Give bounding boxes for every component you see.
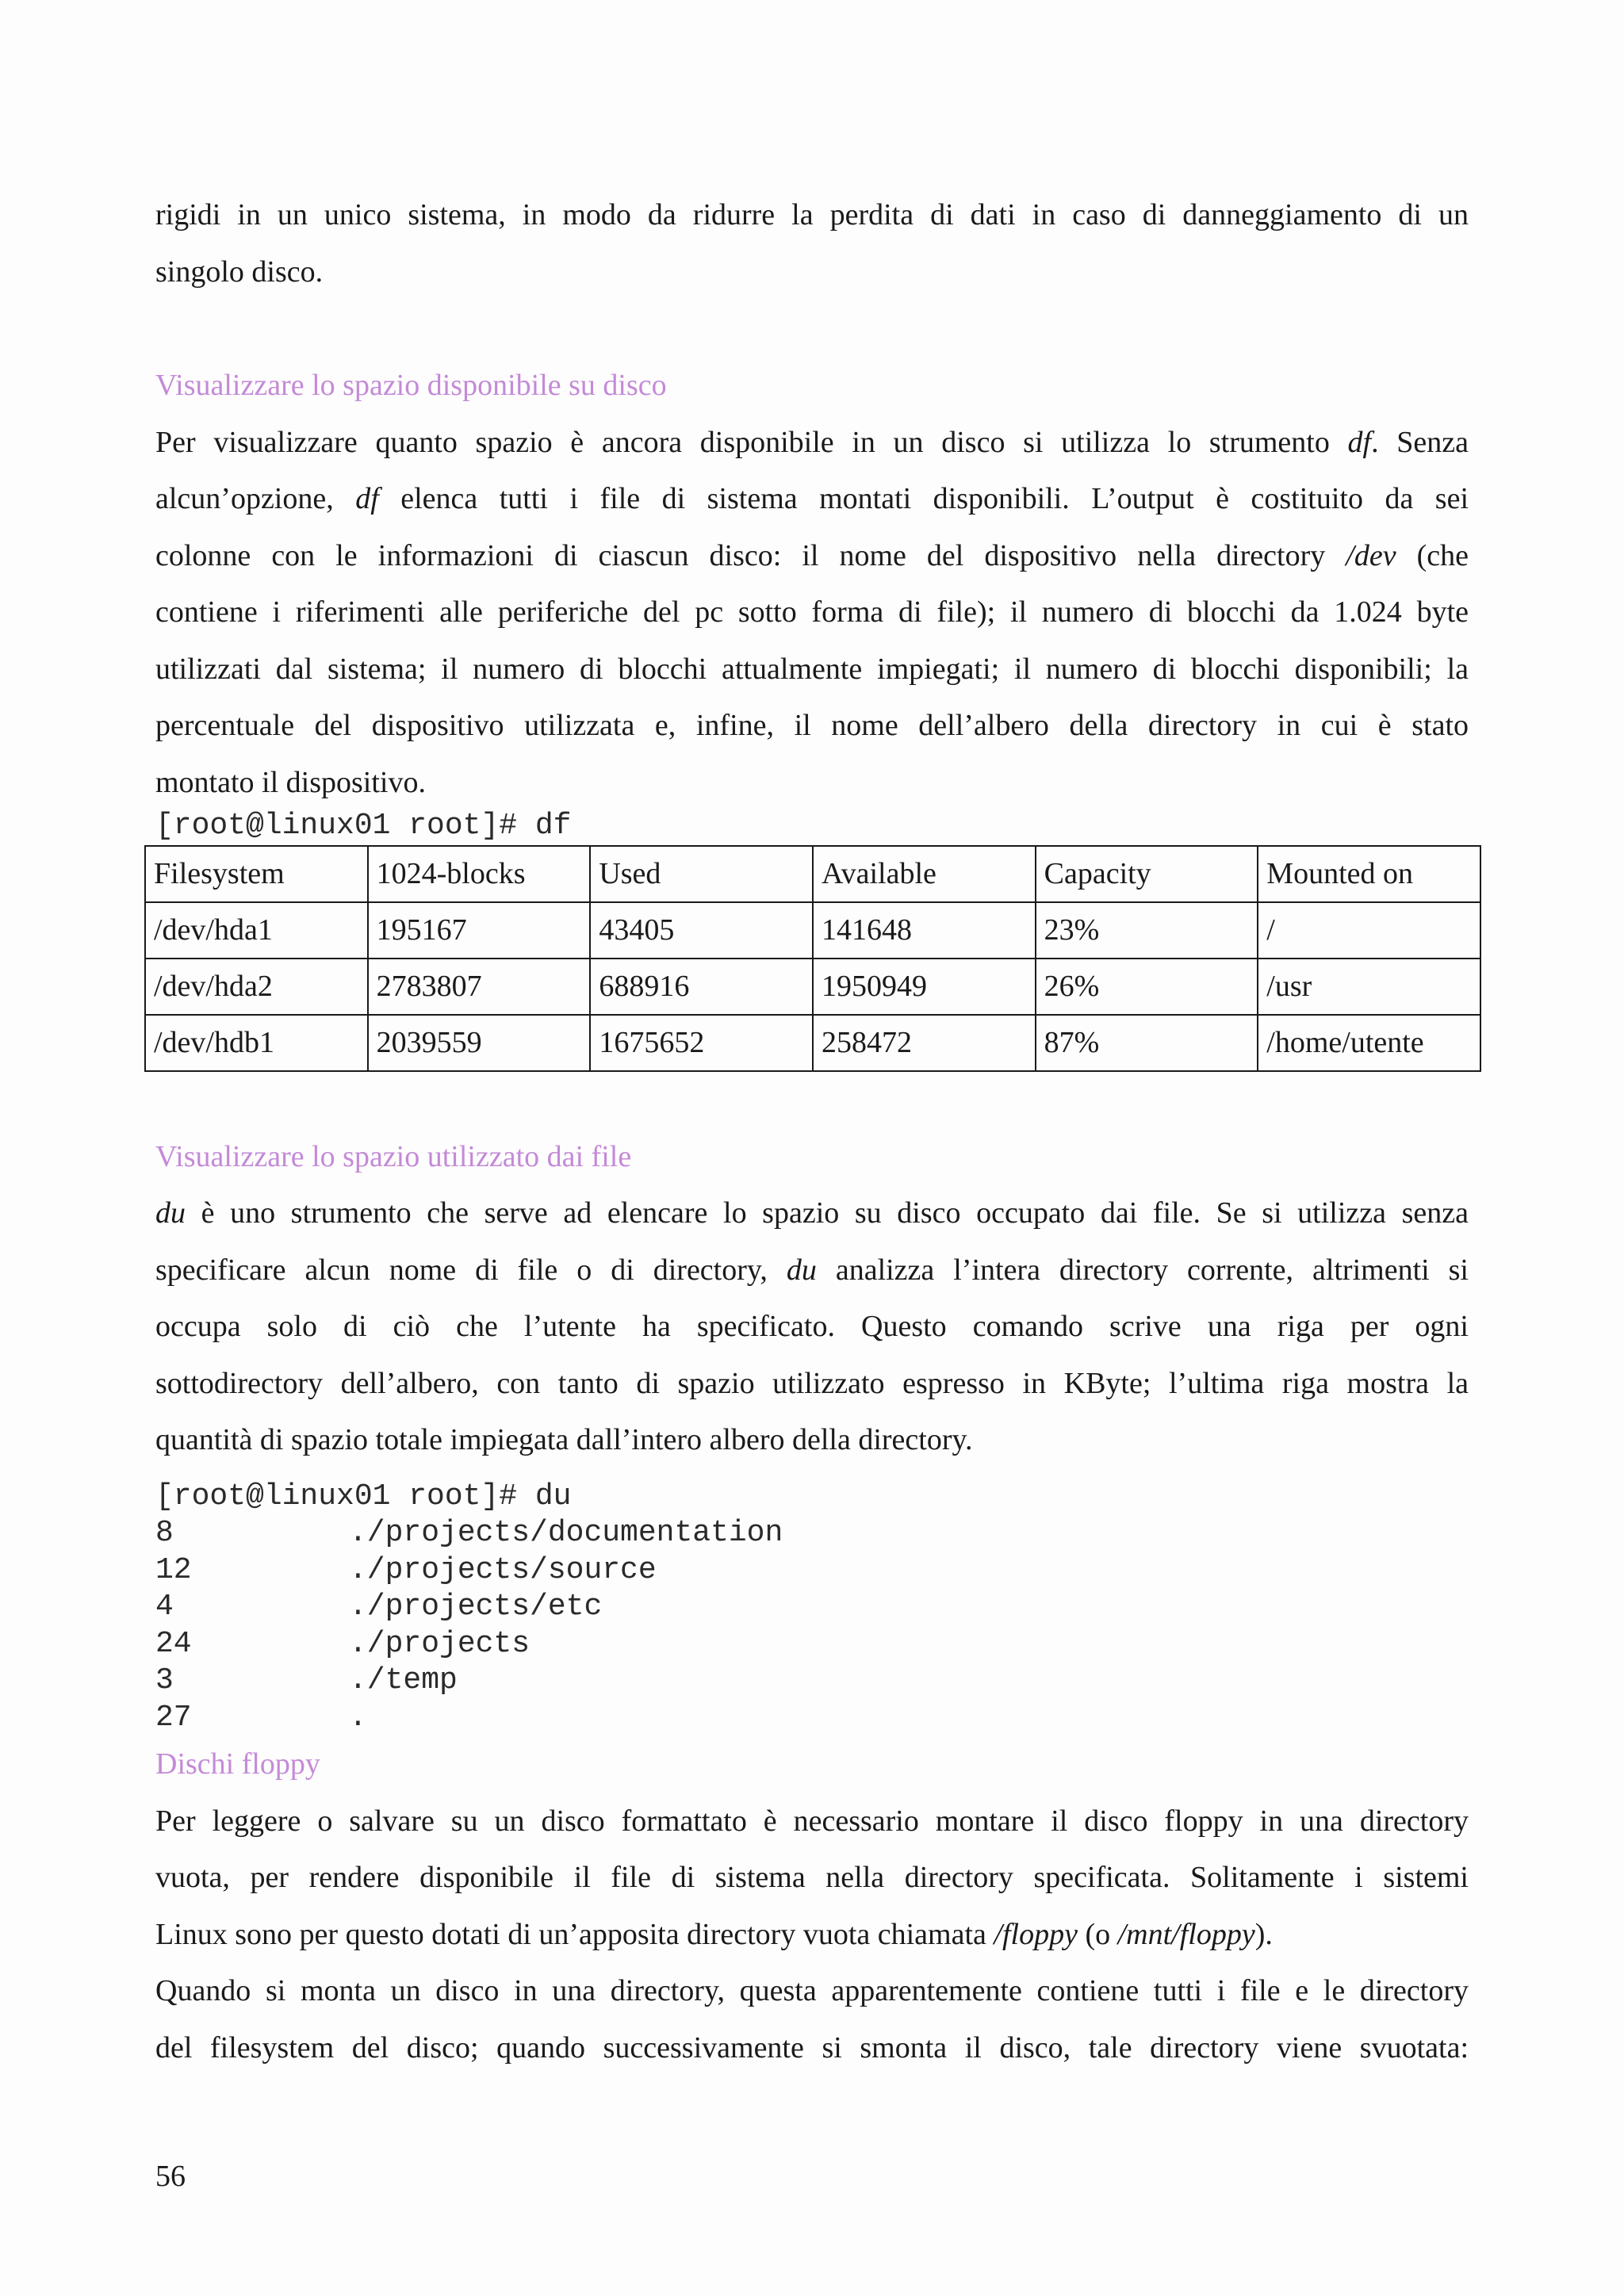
du-line-4: sottodirectory dell’albero, con tanto di spazio utilizzato espresso in KByte; l’ultima riga mostra la [155, 1366, 1469, 1400]
table-header-row [145, 846, 1480, 902]
table-cell: 87% [1036, 1015, 1258, 1071]
table-cell: 141648 [813, 902, 1036, 959]
du-output-row: 24 ./projects [155, 1626, 530, 1661]
table-cell: 1950949 [813, 959, 1036, 1015]
floppy-line-1: Per leggere o salvare su un disco formattato è necessario montare il disco floppy in una directory [155, 1804, 1469, 1838]
table-cell: / [1258, 902, 1480, 959]
table-header-cell: Used [590, 846, 813, 902]
table-cell: 258472 [813, 1015, 1036, 1071]
floppy-line-2: vuota, per rendere disponibile il file di sistema nella directory specificata. Solitamente i sistemi [155, 1861, 1469, 1894]
table-cell: 26% [1036, 959, 1258, 1015]
floppy-line-5: del filesystem del disco; quando successivamente si smonta il disco, tale directory viene svuotata: [155, 2030, 1469, 2064]
df-command: [root@linux01 root]# df [155, 809, 572, 843]
du-line-2: specificare alcun nome di file o di directory, du analizza l’intera directory corrente, altrimenti si [155, 1253, 1469, 1287]
page-number: 56 [155, 2160, 186, 2193]
floppy-line-3: Linux sono per questo dotati di un’apposita directory vuota chiamata /floppy (o /mnt/floppy). [155, 1917, 1273, 1951]
df-line-6: percentuale del dispositivo utilizzata e, infine, il nome dell’albero della directory in cui è stato [155, 709, 1469, 742]
df-line-5: utilizzati dal sistema; il numero di blocchi attualmente impiegati; il numero di blocchi disponibili; la [155, 652, 1469, 686]
table-header-cell: 1024-blocks [368, 846, 591, 902]
table-cell: 2039559 [368, 1015, 591, 1071]
intro-line-1: rigidi in un unico sistema, in modo da ridurre la perdita di dati in caso di danneggiamento di un [155, 198, 1469, 232]
du-line-3: occupa solo di ciò che l’utente ha specificato. Questo comando scrive una riga per ogni [155, 1310, 1469, 1343]
du-line-1: du è uno strumento che serve ad elencare lo spazio su disco occupato dai file. Se si utilizza senza [155, 1196, 1469, 1230]
floppy-line-4: Quando si monta un disco in una directory, questa apparentemente contiene tutti i file e le directory [155, 1974, 1469, 2007]
table-cell: 688916 [590, 959, 813, 1015]
du-output-row: 3 ./temp [155, 1663, 458, 1697]
table-cell: /dev/hdb1 [145, 1015, 368, 1071]
table-row [145, 959, 1480, 1015]
table-cell: /home/utente [1258, 1015, 1480, 1071]
heading-floppy: Dischi floppy [155, 1747, 320, 1781]
table-cell: 195167 [368, 902, 591, 959]
table-cell: 1675652 [590, 1015, 813, 1071]
table-cell: 2783807 [368, 959, 591, 1015]
du-command: [root@linux01 root]# du [155, 1479, 572, 1513]
table-cell: /dev/hda2 [145, 959, 368, 1015]
table-cell: /dev/hda1 [145, 902, 368, 959]
du-output-row: 27 . [155, 1700, 367, 1735]
du-output-row: 8 ./projects/documentation [155, 1516, 783, 1550]
heading-du: Visualizzare lo spazio utilizzato dai file [155, 1139, 632, 1173]
page-content [155, 187, 1469, 2076]
df-line-7: montato il dispositivo. [155, 765, 426, 799]
table-header-cell: Filesystem [145, 846, 368, 902]
heading-df: Visualizzare lo spazio disponibile su disco [155, 369, 667, 402]
du-line-5: quantità di spazio totale impiegata dall’intero albero della directory. [155, 1423, 973, 1456]
intro-line-2: singolo disco. [155, 254, 324, 289]
table-row [145, 902, 1480, 959]
df-table [144, 845, 1481, 1072]
table-cell: 23% [1036, 902, 1258, 959]
table-cell: 43405 [590, 902, 813, 959]
du-output-row: 12 ./projects/source [155, 1552, 657, 1587]
table-header-cell: Available [813, 846, 1036, 902]
df-line-3: colonne con le informazioni di ciascun disco: il nome del dispositivo nella directory /dev (che [155, 538, 1469, 572]
du-output-row: 4 ./projects/etc [155, 1590, 603, 1624]
table-cell: /usr [1258, 959, 1480, 1015]
table-header-cell: Mounted on [1258, 846, 1480, 902]
table-row [145, 1015, 1480, 1071]
df-line-4: contiene i riferimenti alle periferiche del pc sotto forma di file); il numero di blocchi da 1.024 byte [155, 595, 1469, 629]
df-line-2: alcun’opzione, df elenca tutti i file di sistema montati disponibili. L’output è costituito da sei [155, 482, 1469, 515]
df-line-1: Per visualizzare quanto spazio è ancora disponibile in un disco si utilizza lo strumento df. Senza [155, 425, 1469, 459]
table-header-cell: Capacity [1036, 846, 1258, 902]
